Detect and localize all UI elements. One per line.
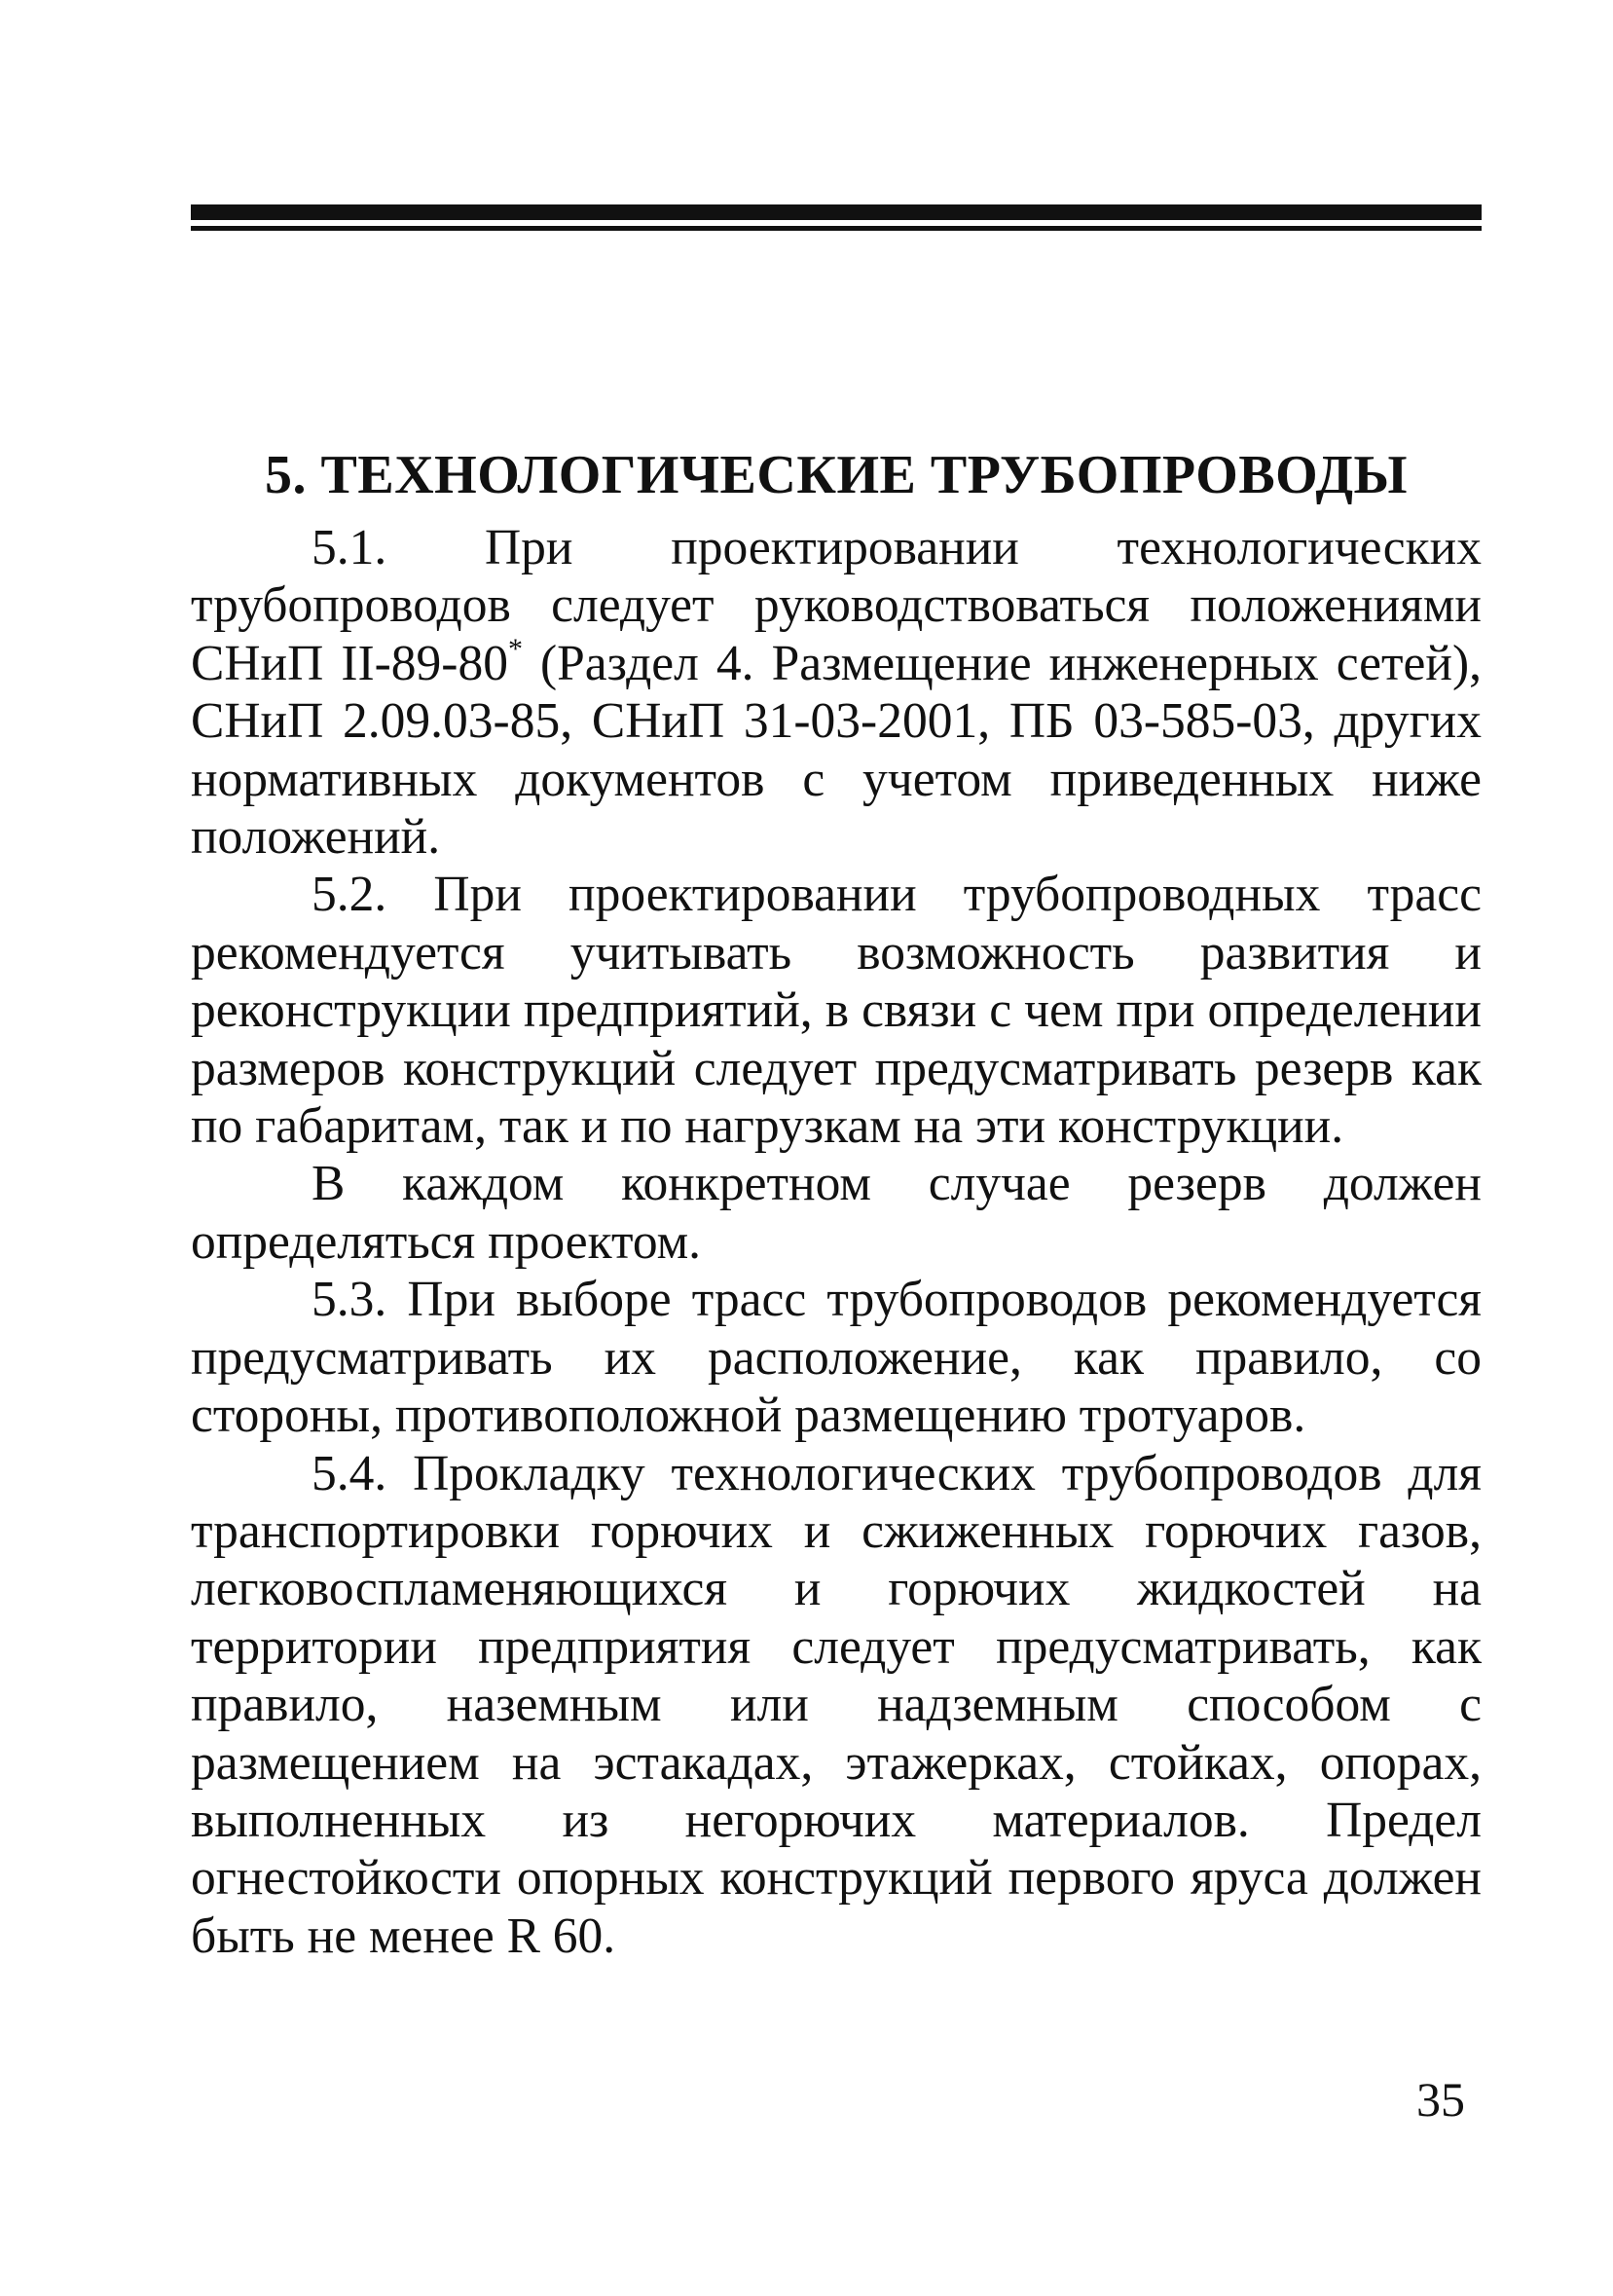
paragraph-5-1 [191,519,1482,866]
paragraph-5-4: 5.4. Прокладку технологических трубопроводов для транспортировки горючих и сжиженных горючих газов, легковоспламеняющихся и горючих жидкостей на территории предприятия следует предусматривать, как правило, наземным или надземным способом с размещением на эстакадах, этажерках, стойках, опорах, выполненных из негорючих материалов. Предел огнестойкости опорных конструкций первого яруса должен быть не менее R 60. [191,1445,1482,1964]
section-heading: 5. ТЕХНОЛОГИЧЕСКИЕ ТРУБОПРОВОДЫ [265,445,1408,505]
header-rule-thin [191,226,1482,231]
paragraph-5-2: 5.2. При проектировании трубопроводных трасс рекомендуется учитывать возможность развития и реконструкции предприятий, в связи с чем при определении размеров конструкций следует предусматривать резерв как по габаритам, так и по нагрузкам на эти конструкции. [191,867,1482,1155]
paragraph-5-1-text-cont: (Раздел 4. Размещение инженерных сетей), СНиП 2.09.03-85, СНиП 31-03-2001, ПБ 03-585-03, других нормативных документов с учетом приведенных ниже положений. [191,635,1482,866]
section-body [191,519,1482,1965]
page-number: 35 [1416,2072,1465,2127]
paragraph-5-3: 5.3. При выборе трасс трубопроводов рекомендуется предусматривать их расположение, как правило, со стороны, противоположной размещению тротуаров. [191,1272,1482,1444]
paragraph-5-2-note: В каждом конкретном случае резерв должен определяться проектом. [191,1156,1482,1270]
header-rule-thick [191,204,1482,220]
paragraph-5-1-text: 5.1. При проектировании технологических трубопроводов следует руководствоваться положениями СНиП II-89-80 [191,520,1482,691]
footnote-asterisk: * [507,632,523,665]
